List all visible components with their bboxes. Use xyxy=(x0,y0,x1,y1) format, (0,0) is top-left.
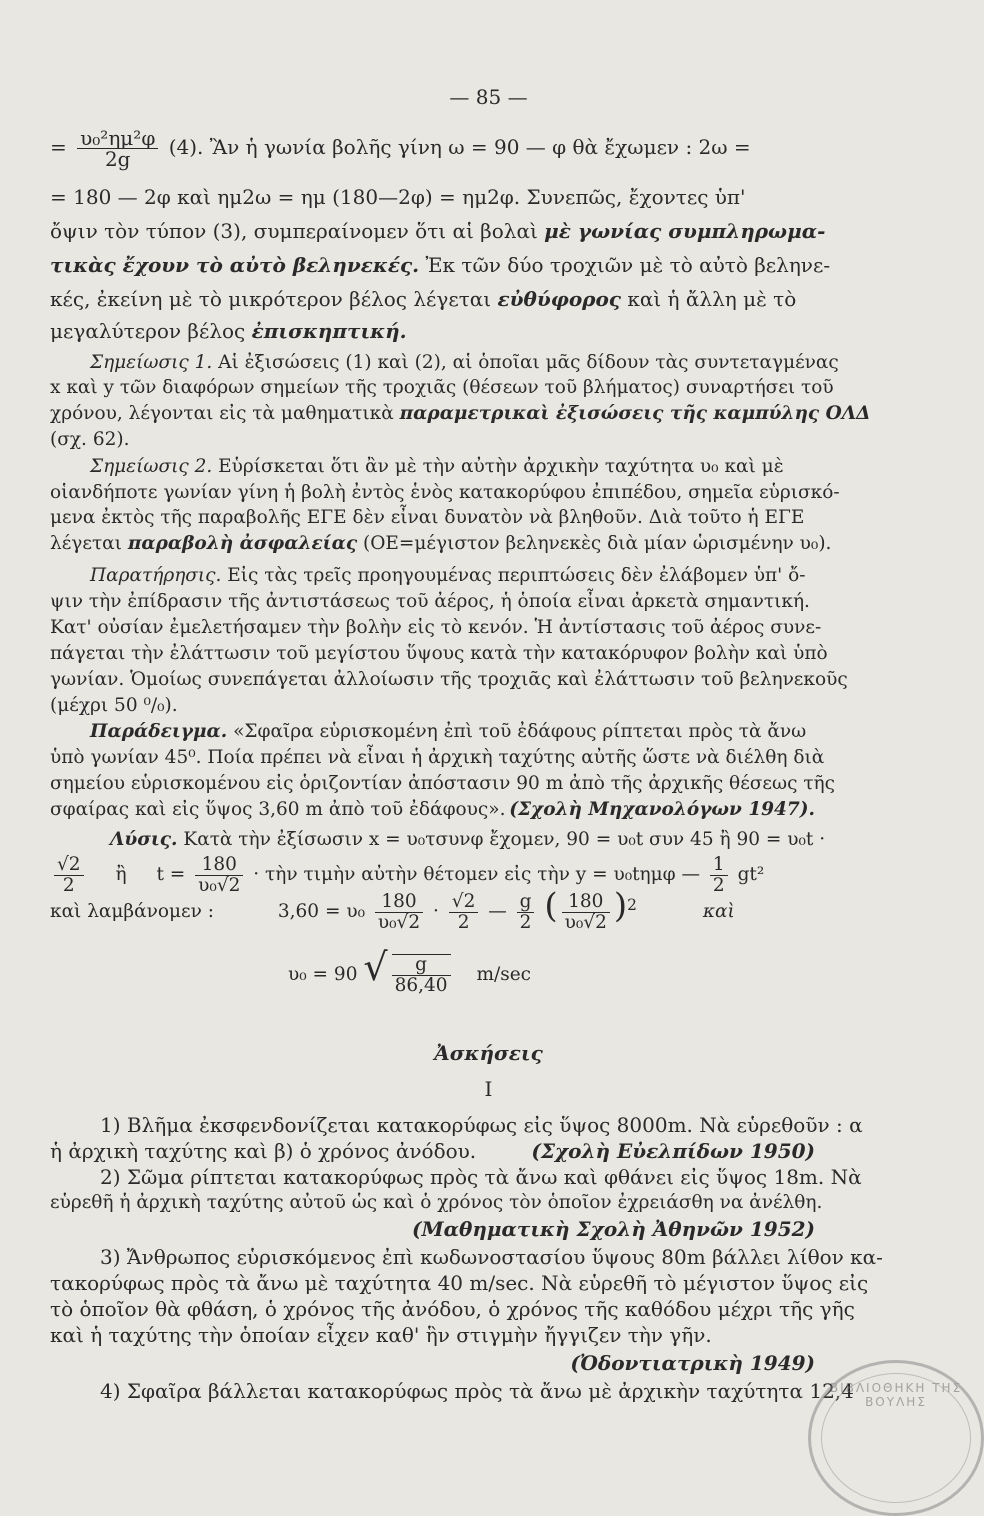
note-2-line: μενα ἐκτὸς τῆς παραβολῆς ΕΓΕ δὲν εἶναι δυνατὸν νὰ βληθοῦν. Διὰ τοῦτο ἡ ΕΓΕ xyxy=(50,507,805,528)
fraction-denominator: υ₀√2 xyxy=(198,874,241,896)
text-span: t = xyxy=(156,864,186,885)
library-stamp xyxy=(808,1360,984,1516)
text-line xyxy=(50,218,826,244)
exercise-line: 1) Βλῆμα ἐκσφενδονίζεται κατακορύφως εἰς ὕψος 8000m. Νὰ εὑρεθοῦν : α xyxy=(100,1113,863,1137)
note-1-line xyxy=(50,401,871,427)
emphasis-text: μὲ γωνίας συμπληρωμα- xyxy=(544,219,826,243)
example-line xyxy=(50,719,815,745)
exercise-line: 2) Σῶμα ρίπτεται κατακορύφως πρὸς τὰ ἄνω καὶ φθάνει εἰς ὕψος 18m. Νὰ xyxy=(100,1165,862,1189)
remark-line: Κατ' οὐσίαν ἐμελετήσαμεν τὴν βολὴν εἰς τὸ κενόν. Ἡ ἀντίστασις τοῦ ἀέρος συνε- xyxy=(50,617,822,638)
note-2-line xyxy=(50,531,832,557)
text-span: Αἱ ἐξισώσεις (1) καὶ (2), αἱ ὁποῖαι μᾶς δίδουν τὰς συντεταγμένας xyxy=(212,352,839,373)
example-line: σημείου εὑρισκομένου εἰς ὁριζοντίαν ἀπόστασιν 90 m ἀπὸ τῆς ἀρχικῆς θέσεως τῆς xyxy=(50,773,836,794)
note-label: Σημείωσις 2. xyxy=(90,456,213,477)
paren-close: ) xyxy=(613,886,628,927)
page-number: — 85 — xyxy=(449,85,528,109)
text-span: μεγαλύτερον βέλος xyxy=(50,319,252,343)
fraction xyxy=(77,128,158,169)
emphasis-text: παραμετρικαὶ ἐξισώσεις τῆς καμπύλης ΟΛΔ xyxy=(399,403,871,424)
equals-sign: = xyxy=(50,135,67,159)
fraction-numerator: 1 xyxy=(710,855,728,876)
text-line: = 180 — 2φ καὶ ημ2ω = ημ (180—2φ) = ημ2φ. Συνεπῶς, ἔχοντες ὑπ' xyxy=(50,185,746,209)
text-span: 3,60 = υ₀ xyxy=(277,901,365,923)
text-span: — xyxy=(488,901,507,923)
text-line xyxy=(50,124,815,170)
emphasis-text: τικὰς ἔχουν τὸ αὐτὸ βεληνεκές. xyxy=(50,253,420,277)
fraction-denominator: υ₀√2 xyxy=(377,911,421,933)
fraction xyxy=(392,954,451,996)
fraction-numerator: 180 xyxy=(195,855,243,876)
emphasis-text: εὐθύφορος xyxy=(497,287,621,311)
note-label: Σημείωσις 1. xyxy=(90,352,213,373)
example-line: ὑπὸ γωνίαν 45⁰. Ποία πρέπει νὰ εἶναι ἡ ἀρχικὴ ταχύτης αὐτῆς ὥστε νὰ διέλθη διὰ xyxy=(50,747,825,768)
text-line xyxy=(50,286,815,312)
fraction-denominator: 2 xyxy=(712,874,725,896)
text-span: καὶ ἡ ἄλλη μὲ τὸ xyxy=(620,287,797,311)
text-span: · xyxy=(433,901,439,923)
emphasis-text: παραβολὴ ἀσφαλείας xyxy=(127,533,358,554)
remark-line: ψιν τὴν ἐπίδρασιν τῆς ἀντιστάσεως τοῦ ἀέρος, ἡ ὁποία εἶναι ἀρκετὰ σημαντική. xyxy=(50,591,810,612)
exercise-line xyxy=(50,1138,815,1164)
exercises-heading: Ἀσκήσεις xyxy=(434,1041,543,1065)
text-span: ἡ ἀρχικὴ ταχύτης καὶ β) ὁ χρόνος ἀνόδου. xyxy=(50,1139,477,1163)
paren-open: ( xyxy=(544,886,558,927)
exponent: 2 xyxy=(627,896,637,914)
fraction-numerator: 180 xyxy=(375,892,423,913)
note-2-line xyxy=(50,454,815,480)
fraction-denominator: 2 xyxy=(457,911,470,933)
fraction-denominator: 2 xyxy=(62,874,75,896)
text-line xyxy=(50,318,815,344)
text-span: καὶ λαμβάνομεν : xyxy=(50,901,214,923)
text-span: ἢ xyxy=(115,864,127,885)
fraction-numerator: √2 xyxy=(449,892,479,913)
sqrt-icon: √ xyxy=(363,945,388,989)
text-span: Ἐκ τῶν δύο τροχιῶν μὲ τὸ αὐτὸ βεληνε- xyxy=(419,253,831,277)
exercise-line: τὸ ὁποῖον θὰ φθάση, ὁ χρόνος τῆς ἀνόδου, ὁ χρόνος τῆς καθόδου μέχρι τῆς γῆς xyxy=(50,1297,855,1321)
fraction-denominator: 2 xyxy=(519,911,532,933)
text-span: · τὴν τιμὴν αὐτὴν θέτομεν εἰς τὴν y = υ₀tημφ — xyxy=(253,864,701,885)
solution-label: Λύσις. xyxy=(110,829,178,850)
remark-label: Παρατήρησις. xyxy=(90,565,222,586)
fraction xyxy=(562,892,610,933)
text-span: χρόνου, λέγονται εἰς τὰ μαθηματικὰ xyxy=(50,403,400,424)
text-span: καὶ xyxy=(702,901,735,923)
fraction-numerator: υ₀²ημ²φ xyxy=(77,128,158,149)
exercise-line: 4) Σφαῖρα βάλλεται κατακορύφως πρὸς τὰ ἄνω μὲ ἀρχικὴν ταχύτητα 12,4 xyxy=(100,1379,854,1403)
example-label: Παράδειγμα. xyxy=(90,721,228,742)
remark-line: πάγεται τὴν ἐλάττωσιν τοῦ μεγίστου ὕψους κατὰ τὴν κατακόρυφον βολὴν καὶ ὑπὸ xyxy=(50,643,828,664)
remark-line: γωνίαν. Ὁμοίως συνεπάγεται ἀλλοίωσιν τῆς τροχιᾶς καὶ ἐλάττωσιν τοῦ βεληνεκοῦς xyxy=(50,669,848,690)
exercise-line: καὶ ἡ ταχύτης τὴν ὁποίαν εἶχεν καθ' ἣν στιγμὴν ἤγγιζεν τὴν γῆν. xyxy=(50,1323,712,1347)
source-citation: (Σχολὴ Εὐελπίδων 1950) xyxy=(531,1139,815,1163)
solution-formula-line xyxy=(50,880,815,933)
text-span: σφαίρας καὶ εἰς ὕψος 3,60 m ἀπὸ τοῦ ἐδάφους». xyxy=(50,799,506,820)
remark-line: (μέχρι 50 ⁰/₀). xyxy=(50,695,178,716)
solution-formula-line xyxy=(50,942,815,996)
fraction xyxy=(517,892,535,933)
emphasis-text: ἐπισκηπτική. xyxy=(251,319,407,343)
note-2-line: οἱανδήποτε γωνίαν γίνη ἡ βολὴ ἐντὸς ἑνὸς κατακορύφου ἐπιπέδου, σημεῖα εὑρισκό- xyxy=(50,482,840,503)
text-span: κές, ἐκείνη μὲ τὸ μικρότερον βέλος λέγεται xyxy=(50,287,498,311)
example-line xyxy=(50,797,815,823)
fraction-numerator: 180 xyxy=(562,892,610,913)
text-span: gt² xyxy=(737,864,765,885)
fraction xyxy=(449,892,479,933)
text-span: «Σφαῖρα εὑρισκομένη ἐπὶ τοῦ ἐδάφους ρίπτεται πρὸς τὰ ἄνω xyxy=(227,721,807,742)
note-1-line xyxy=(50,350,839,376)
text-span: λέγεται xyxy=(50,533,128,554)
stamp-text: ΒΙΒΛΙΟΘΗΚΗ ΤΗΣ ΒΟΥΛΗΣ xyxy=(829,1381,963,1409)
section-number: I xyxy=(484,1077,493,1101)
solution-line xyxy=(50,827,826,853)
fraction-denominator: 86,40 xyxy=(394,975,448,996)
text-span: υ₀ = 90 xyxy=(288,964,358,985)
source-citation: (Ὀδοντιατρικὴ 1949) xyxy=(570,1351,815,1375)
fraction-denominator: 2g xyxy=(104,147,131,171)
fraction-numerator: √2 xyxy=(54,855,84,876)
note-1-line: x καὶ y τῶν διαφόρων σημείων τῆς τροχιᾶς (θέσεων τοῦ βλήματος) συναρτήσει τοῦ xyxy=(50,377,834,398)
fraction-denominator: υ₀√2 xyxy=(564,911,607,933)
text-line xyxy=(50,252,831,278)
fraction xyxy=(375,892,423,933)
source-citation: (Σχολὴ Μηχανολόγων 1947). xyxy=(509,799,815,820)
text-span: ὄψιν τὸν τύπον (3), συμπεραίνομεν ὅτι αἱ βολαὶ xyxy=(50,219,545,243)
exercise-line: εὑρεθῆ ἡ ἀρχικὴ ταχύτης αὐτοῦ ὡς καὶ ὁ χρόνος τὸν ὁποῖον ἐχρειάσθη να ἀνέλθη. xyxy=(50,1192,823,1213)
text-span: Εἰς τὰς τρεῖς προηγουμένας περιπτώσεις δὲν ἐλάβομεν ὑπ' ὄ- xyxy=(221,565,806,586)
fraction-numerator: g xyxy=(392,955,451,976)
source-citation: (Μαθηματικὴ Σχολὴ Ἀθηνῶν 1952) xyxy=(412,1217,815,1241)
remark-line xyxy=(50,563,815,589)
text-span: (ΟΕ=μέγιστον βεληνεκὲς διὰ μίαν ὡρισμένην υ₀). xyxy=(357,533,832,554)
text-span: m/sec xyxy=(476,964,532,985)
exercise-line: 3) Ἄνθρωπος εὑρισκόμενος ἐπὶ κωδωνοστασίου ὕψους 80m βάλλει λίθον κα- xyxy=(100,1245,883,1269)
note-1-line: (σχ. 62). xyxy=(50,429,130,450)
text-span: (4). Ἂν ἡ γωνία βολῆς γίνη ω = 90 — φ θὰ ἔχωμεν : 2ω = xyxy=(168,135,751,159)
text-span: Εὑρίσκεται ὅτι ἂν μὲ τὴν αὐτὴν ἀρχικὴν ταχύτητα υ₀ καὶ μὲ xyxy=(212,456,784,477)
exercise-line: τακορύφως πρὸς τὰ ἄνω μὲ ταχύτητα 40 m/sec. Νὰ εὑρεθῆ τὸ μέγιστον ὕψος εἰς xyxy=(50,1271,869,1295)
text-span: Κατὰ τὴν ἐξίσωσιν x = υ₀τσυνφ ἔχομεν, 90 = υ₀t συν 45 ἢ 90 = υ₀t · xyxy=(177,829,826,850)
fraction-numerator: g xyxy=(517,892,535,913)
